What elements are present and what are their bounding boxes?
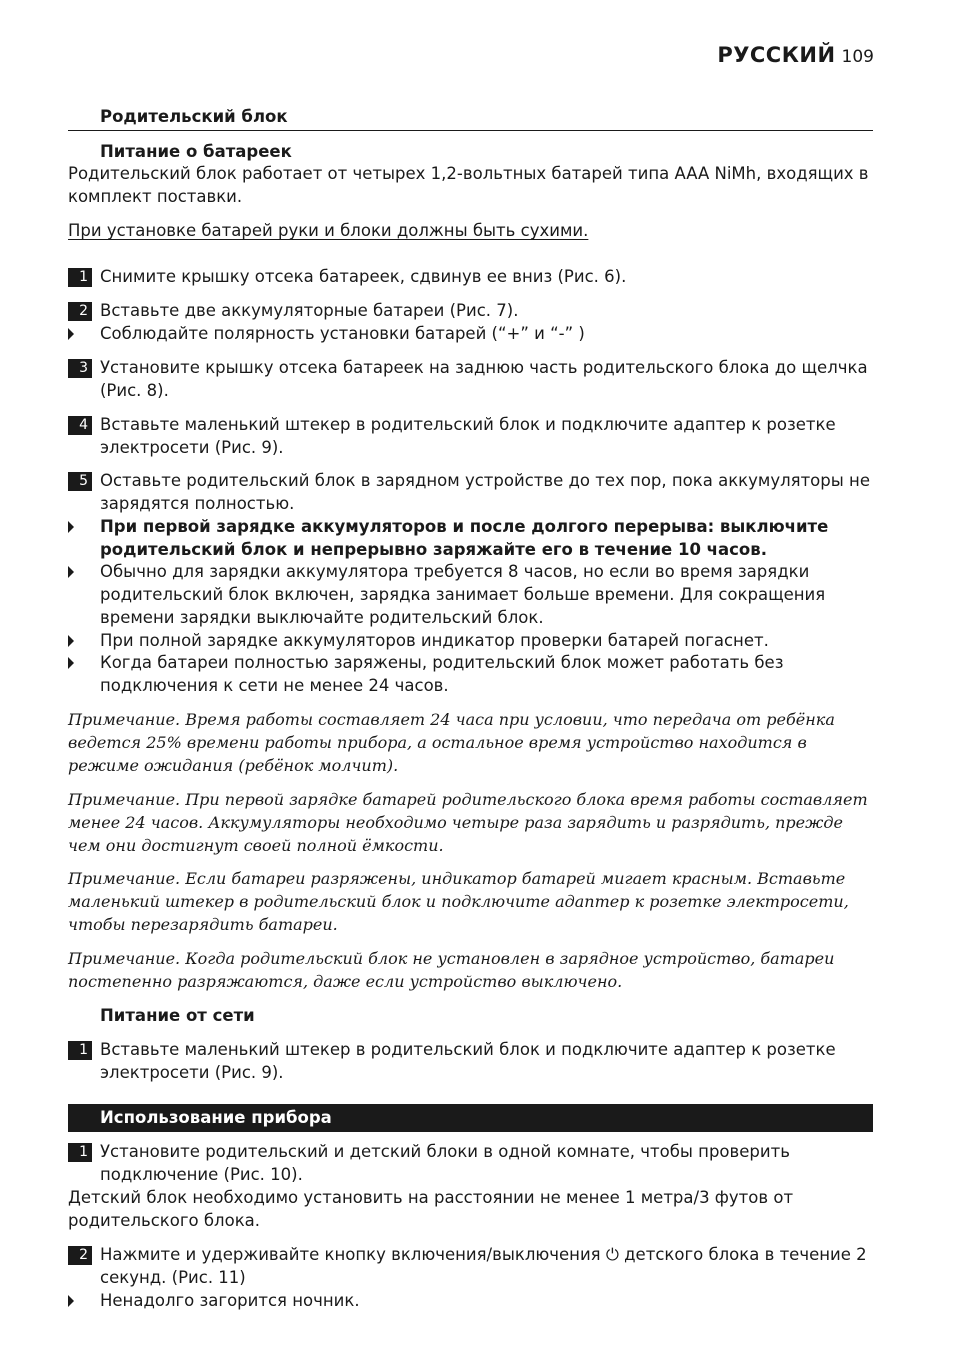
use-step-2 xyxy=(68,1244,873,1290)
section-title-parent-unit: Родительский блок xyxy=(68,106,873,131)
bullet-text: При полной зарядке аккумуляторов индикатор проверки батарей погаснет. xyxy=(100,631,769,650)
section-title-using: Использование прибора xyxy=(68,1104,873,1132)
step-number: 2 xyxy=(68,302,92,321)
bullet-arrow-icon xyxy=(68,657,74,669)
page-number: 109 xyxy=(841,47,874,67)
bullet-text: Обычно для зарядки аккумулятора требуется 8 часов, но если во время зарядки родительский блок включен, зарядка занимает больше времени. Для сокращения времени зарядки выключайте родительский блок. xyxy=(100,562,826,627)
step-number: 1 xyxy=(68,1041,92,1060)
bullet-text: При первой зарядке аккумуляторов и после долгого перерыва: выключите родительский блок и непрерывно заряжайте его в течение 10 часов. xyxy=(100,517,829,559)
step-number: 4 xyxy=(68,416,92,435)
step-text: Вставьте маленький штекер в родительский блок и подключите адаптер к розетке электросети (Рис. 9). xyxy=(100,415,836,457)
bullet-arrow-icon xyxy=(68,635,74,647)
step-number: 5 xyxy=(68,472,92,491)
use-step-1 xyxy=(68,1141,873,1187)
bullet-text: Соблюдайте полярность установки батарей (“+” и “-” ) xyxy=(100,324,585,343)
bullet-text: Ненадолго загорится ночник. xyxy=(100,1291,360,1310)
step-text: Снимите крышку отсека батареек, сдвинув ее вниз (Рис. 6). xyxy=(100,267,627,286)
step-1 xyxy=(68,266,873,289)
step-2 xyxy=(68,300,873,323)
step-text: Установите крышку отсека батареек на заднюю часть родительского блока до щелчка (Рис. 8). xyxy=(100,358,868,400)
step-text: Установите родительский и детский блоки в одной комнате, чтобы проверить подключение (Рис. 10). xyxy=(100,1142,790,1184)
subsection-title-battery: Питание о батареек xyxy=(100,142,292,161)
mains-step-1 xyxy=(68,1039,873,1085)
bullet-charge-time xyxy=(68,561,873,629)
step-number: 1 xyxy=(68,268,92,287)
bullet-indicator xyxy=(68,630,873,653)
step-text: Вставьте две аккумуляторные батареи (Рис. 7). xyxy=(100,301,519,320)
language-label: РУССКИЙ xyxy=(717,43,836,67)
bullet-arrow-icon xyxy=(68,328,74,340)
bullet-arrow-icon xyxy=(68,566,74,578)
step-4 xyxy=(68,414,873,460)
battery-intro: Родительский блок работает от четырех 1,2-вольтных батарей типа AAA NiMh, входящих в комплект поставки. xyxy=(68,164,869,206)
step-number: 2 xyxy=(68,1246,92,1265)
note-first-charge: Примечание. При первой зарядке батарей родительского блока время работы составляет менее 24 часов. Аккумуляторы необходимо четыре раза зарядить и разрядить, прежде чем они достигнут своей полной ёмкости. xyxy=(68,790,868,855)
bullet-polarity xyxy=(68,323,873,346)
step-5 xyxy=(68,470,873,516)
bullet-arrow-icon xyxy=(68,521,74,533)
note-battery-low: Примечание. Если батареи разряжены, индикатор батарей мигает красным. Вставьте маленький штекер в родительский блок и подключите адаптер к розетке электросети, чтобы перезарядить батареи. xyxy=(68,869,849,934)
step-number: 3 xyxy=(68,359,92,378)
step-text: Оставьте родительский блок в зарядном устройстве до тех пор, пока аккумуляторы не зарядятся полностью. xyxy=(100,471,870,513)
bullet-text: Когда батареи полностью заряжены, родительский блок может работать без подключения к сети не менее 24 часов. xyxy=(100,653,784,695)
distance-paragraph: Детский блок необходимо установить на расстоянии не менее 1 метра/3 футов от родительского блока. xyxy=(68,1188,794,1230)
step-text: Нажмите и удерживайте кнопку включения/выключения ⏻ детского блока в течение 2 секунд. (Рис. 11) xyxy=(100,1245,867,1287)
page-header xyxy=(717,44,874,69)
note-operating-time: Примечание. Время работы составляет 24 часа при условии, что передача от ребёнка ведется 25% времени работы прибора, а остальное время устройство находится в режиме ожидания (ребёнок молчит). xyxy=(68,710,835,775)
step-text: Вставьте маленький штекер в родительский блок и подключите адаптер к розетке электросети (Рис. 9). xyxy=(100,1040,836,1082)
subsection-title-mains: Питание от сети xyxy=(100,1006,255,1025)
bullet-full-charge xyxy=(68,652,873,698)
bullet-nightlight xyxy=(68,1290,873,1313)
step-3 xyxy=(68,357,873,403)
bullet-first-charge xyxy=(68,516,873,562)
battery-warning-text: При установке батарей руки и блоки должны быть сухими. xyxy=(68,221,589,240)
bullet-arrow-icon xyxy=(68,1295,74,1307)
step-number: 1 xyxy=(68,1143,92,1162)
battery-warning xyxy=(68,220,873,243)
note-discharge: Примечание. Когда родительский блок не установлен в зарядное устройство, батареи постепенно разряжаются, даже если устройство выключено. xyxy=(68,949,835,991)
